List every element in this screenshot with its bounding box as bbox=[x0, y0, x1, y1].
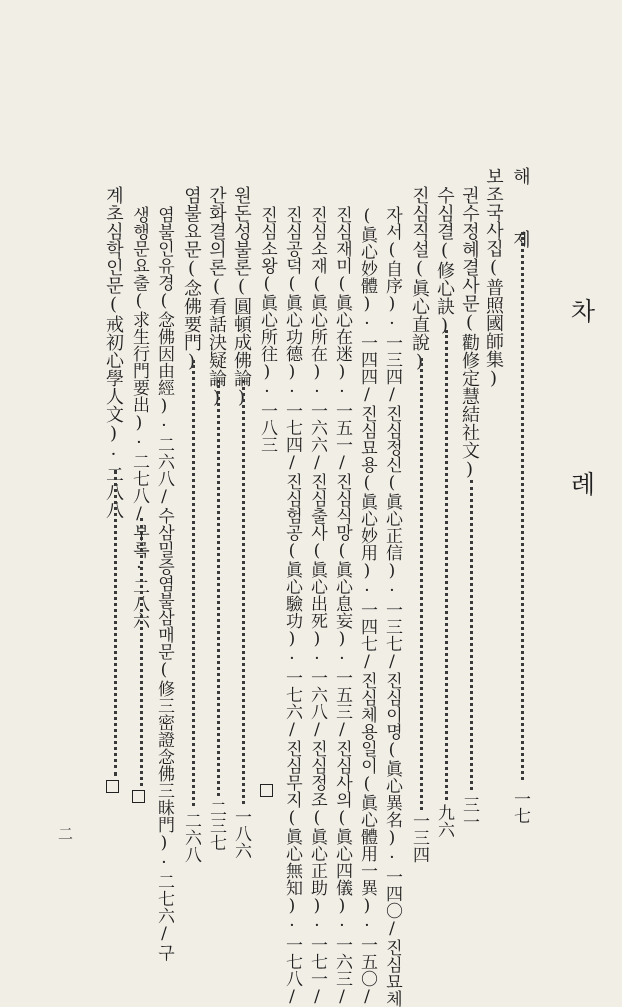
page-title: 차 례 bbox=[567, 298, 596, 566]
leader-dots bbox=[238, 380, 245, 804]
toc-entry-label: 진심직설(眞心直說) bbox=[409, 186, 430, 372]
box-mark-icon bbox=[260, 784, 273, 797]
toc-entry-label: 염불요문(念佛要門) bbox=[181, 186, 202, 372]
toc-page: 차 례 해 제 一七 보조국사집(普照國師集) 권수정혜결사문(勸修定慧結社文) 三一 수심결(修心訣) 九六 진심직설(眞心直說) 一三四 자서(自序)·一三四/진심정신(眞心正信)·一三七/진심이명(眞心異名)·一四〇/진심묘체 (眞心妙體)·一四四/진심묘용(眞心妙用)·一四七/진심체용일이(眞心體用一異)·一五〇/ 진심재미(眞心在迷)·一五一/진심식망(眞心息妄)·一五三/진심사의(眞心四儀)·一六三/ 진심소재(眞心所在)·一六六/진심출사(眞心出死)·一六八/진심정조(眞心正助)·一七一/ 진심공덕(眞心功德)·一七四/진심험공(眞心驗功)·一七六/진심무지(眞心無知)·一七八/ 진심소왕(眞心所往)·一八三 원돈성불론(圓頓成佛論) 一八六 간화결의론(看話決疑論) 二三七 염불요문(念佛要門) 二六八 염불인유경(念佛因由經)·二六八/수삼밀증염불삼매문(修三密證念佛三昧門)·二七六/구 생행문요출(求生行門要出)·二七八/부록·二八六 계초심학인문(戒初心學人文)·二八八 二 bbox=[0, 0, 622, 1000]
toc-entry-label: 권수정혜결사문(勸修定慧結社文) bbox=[459, 186, 480, 480]
toc-entry-page: 三一 bbox=[459, 796, 479, 830]
leader-dots bbox=[416, 358, 423, 810]
box-mark-icon bbox=[106, 780, 119, 793]
toc-entry-page: 九六 bbox=[434, 804, 454, 838]
leader-dots bbox=[188, 360, 195, 806]
leader-dots bbox=[517, 232, 524, 780]
page-folio: 二 bbox=[56, 826, 74, 841]
toc-entry-label: 해 제 bbox=[510, 167, 531, 260]
leader-dots bbox=[110, 470, 117, 776]
toc-entry-label: 보조국사집(普照國師集) bbox=[483, 167, 504, 389]
toc-entry-page: 一八六 bbox=[231, 808, 251, 859]
toc-entry-page: 二三七 bbox=[206, 800, 226, 851]
leader-dots bbox=[213, 380, 220, 796]
leader-dots bbox=[441, 330, 448, 800]
leader-dots bbox=[136, 518, 143, 786]
leader-dots bbox=[466, 480, 473, 790]
toc-entry-page: 二六八 bbox=[181, 812, 201, 863]
toc-entry-page: 一三四 bbox=[409, 812, 429, 863]
toc-entry-label: 계초심학인문(戒初心學人文)·二八八 bbox=[103, 186, 124, 519]
toc-entry-label: 간화결의론(看話決疑論) bbox=[206, 186, 227, 408]
toc-entry-label: 원돈성불론(圓頓成佛論) bbox=[231, 186, 252, 408]
toc-entry-page: 一七 bbox=[510, 790, 530, 824]
box-mark-icon bbox=[132, 790, 145, 803]
toc-entry-label: 수심결(修心訣) bbox=[434, 186, 455, 336]
